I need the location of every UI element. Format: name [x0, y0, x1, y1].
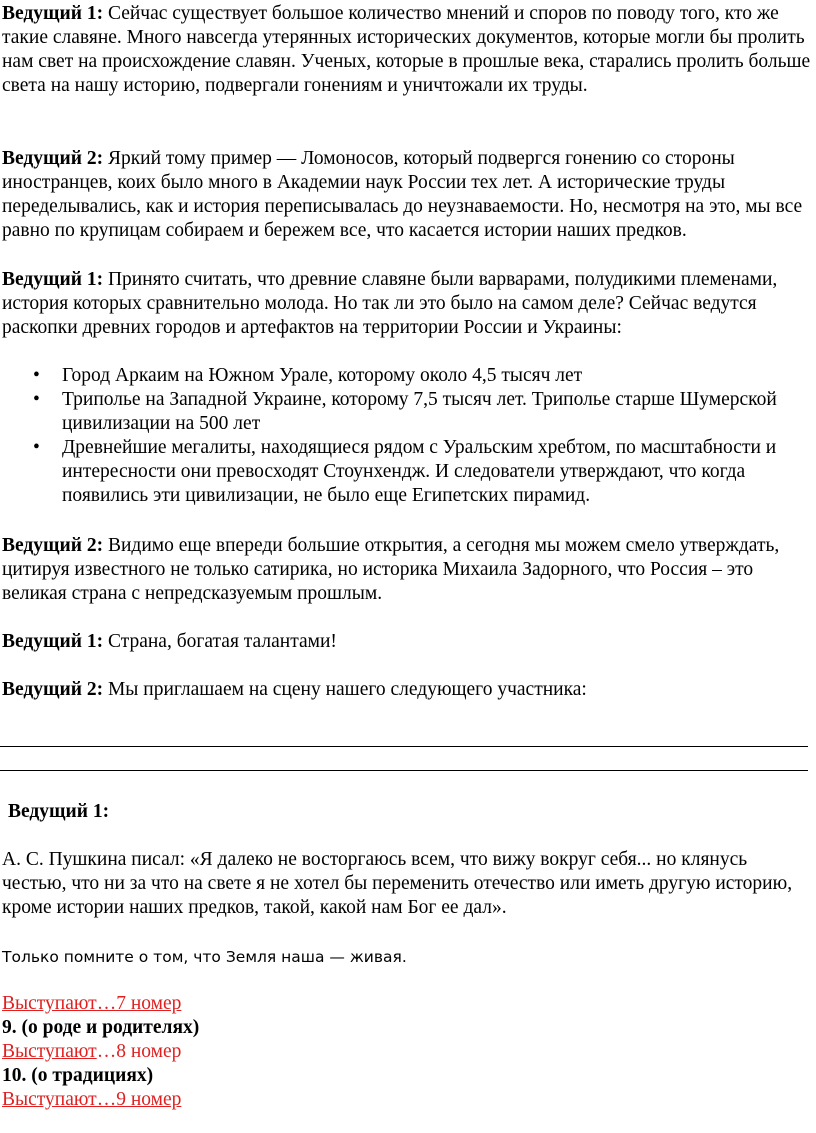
performers-link-9[interactable]: Выступают…9 номер — [2, 1089, 182, 1110]
bullet-icon: • — [33, 389, 40, 410]
performers-link-8[interactable]: Выступают…8 номер — [2, 1041, 182, 1062]
speaker-label: Ведущий 2: — [2, 679, 104, 700]
item-heading-9: 9. (о роде и родителях) — [2, 1017, 200, 1038]
paragraph-text: Принято считать, что древние славяне были варварами, полудикими племенами, история которых сравнительно молода. Но так ли это было на самом деле? Сейчас ведутся раскопки древних городов и артефактов на территории России и Украины: — [2, 269, 778, 338]
speaker-label: Ведущий 2: — [2, 535, 104, 556]
paragraph-host2-discoveries — [2, 534, 814, 606]
bullet-icon: • — [33, 365, 40, 386]
paragraph-host1-heading — [8, 800, 816, 824]
paragraph-host2-invite — [2, 678, 814, 702]
bullet-icon: • — [33, 437, 40, 458]
paragraph-earth-alive: Только помните о том, что Земля наша — живая. — [2, 948, 407, 966]
horizontal-rule — [0, 746, 808, 747]
paragraph-text: Страна, богатая талантами! — [103, 631, 337, 652]
horizontal-rule — [0, 770, 808, 771]
paragraph-text: Сейчас существует большое количество мнений и споров по поводу того, кто же такие славяне. Много навсегда утерянных исторических документов, которые могли бы пролить нам свет на происхождение славян. Ученых, которые в прошлые века, старались пролить больше света на нашу историю, подвергали гонениям и уничтожали их труды. — [2, 3, 811, 96]
speaker-label: Ведущий 1: — [8, 801, 110, 822]
list-item: • Город Аркаим на Южном Урале, которому около 4,5 тысяч лет — [33, 365, 583, 386]
paragraph-host1-slavs — [2, 268, 814, 340]
bullet-list — [0, 364, 816, 508]
speaker-label: Ведущий 1: — [2, 3, 104, 24]
item-heading-10: 10. (о традициях) — [2, 1065, 154, 1086]
paragraph-host1-talents — [2, 630, 814, 654]
performers-link-7[interactable]: Выступают…7 номер — [2, 993, 182, 1014]
paragraph-text: Яркий тому пример — Ломоносов, который подвергся гонению со стороны иностранцев, коих было много в Академии наук России тех лет. А исторические труды переделывались, как и история переписывалась до неузнаваемости. Но, несмотря на это, мы все равно по крупицам собираем и бережем все, что касается истории наших предков. — [2, 148, 803, 241]
paragraph-host1-intro — [2, 2, 814, 98]
paragraph-pushkin-quote: А. С. Пушкина писал: «Я далеко не восторгаюсь всем, что вижу вокруг себя... но клянусь честью, что ни за что на свете я не хотел бы переменить отечество или иметь другую историю, кроме истории наших предков, такой, какой нам Бог ее дал». — [2, 849, 793, 918]
list-item: • Древнейшие мегалиты, находящиеся рядом с Уральским хребтом, по масштабности и интересности они превосходят Стоунхендж. И следователи утверждают, что когда появились эти цивилизации, не было еще Египетских пирамид. — [33, 437, 777, 506]
speaker-label: Ведущий 1: — [2, 269, 104, 290]
paragraph-text: Видимо еще впереди большие открытия, а сегодня мы можем смело утверждать, цитируя известного не только сатирика, но историка Михаила Задорного, что Россия – это великая страна с непредсказуемым прошлым. — [2, 535, 780, 604]
list-item: • Триполье на Западной Украине, которому 7,5 тысяч лет. Триполье старше Шумерской цивилизации на 500 лет — [33, 389, 777, 434]
paragraph-text: Мы приглашаем на сцену нашего следующего участника: — [103, 679, 587, 700]
speaker-label: Ведущий 1: — [2, 631, 104, 652]
speaker-label: Ведущий 2: — [2, 148, 104, 169]
paragraph-host2-lomonosov — [2, 147, 814, 243]
